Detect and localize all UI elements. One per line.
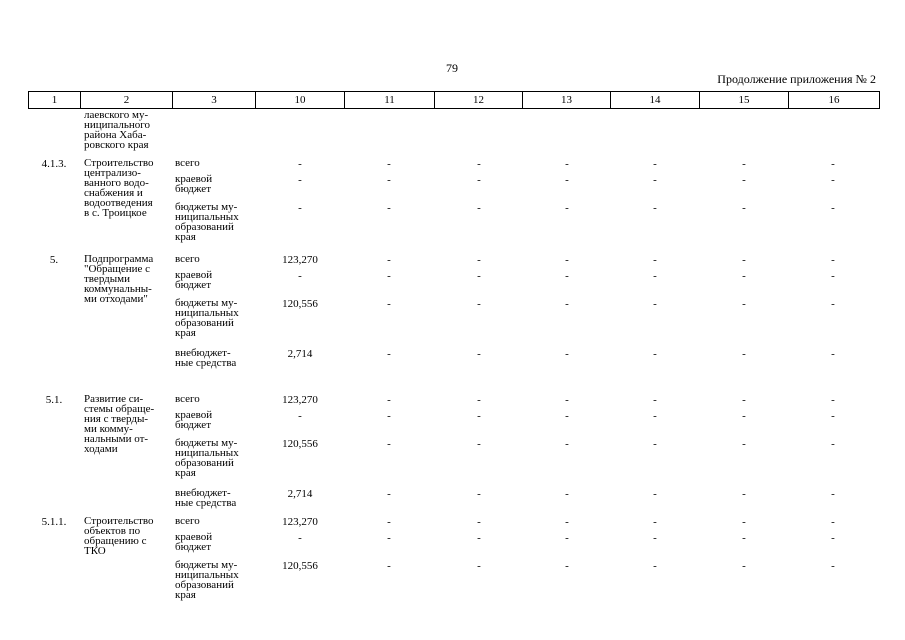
column-header: 2 [81,92,173,109]
value-cell: 123,270 [282,516,318,528]
source-line: всего [175,253,200,265]
name-line: ния с тверды- [84,413,149,425]
source-line: бюджеты му- [175,297,238,309]
source-line: бюджет [175,541,211,553]
source-line: всего [175,515,200,527]
column-header: 10 [256,92,345,109]
value-cell: 2,714 [287,348,313,360]
value-cell: 2,714 [287,488,313,500]
name-line: ми отходами" [84,293,148,305]
source-line: всего [175,393,200,405]
name-line: лаевского му- [84,109,149,121]
name-line: твердыми [84,273,131,285]
source-line: краевой [175,409,213,421]
value-cell: - [742,158,746,170]
value-cell: - [477,394,481,406]
value-cell: - [653,174,657,186]
value-cell: - [831,488,835,500]
value-cell: - [387,394,391,406]
value-cell: - [387,158,391,170]
funding-source [175,532,255,552]
value-cell: - [477,560,481,572]
column-header: 13 [523,92,611,109]
row-number: 5. [49,254,59,266]
value-cell: - [387,560,391,572]
row-name [84,110,172,150]
value-cell: - [742,532,746,544]
source-line: края [175,589,196,601]
value-cell: - [831,202,835,214]
column-header: 11 [345,92,435,109]
value-cell: - [831,438,835,450]
value-cell: - [565,158,569,170]
name-line: ми комму- [84,423,133,435]
value-cell: - [298,174,302,186]
value-cell: - [831,394,835,406]
value-cell: - [742,202,746,214]
value-cell: - [387,410,391,422]
source-line: образований [175,317,234,329]
value-cell: - [831,174,835,186]
value-cell: - [653,202,657,214]
value-cell: - [653,270,657,282]
value-cell: - [831,532,835,544]
value-cell: - [653,438,657,450]
value-cell: - [742,560,746,572]
name-line: объектов по [84,525,141,537]
source-line: бюджет [175,279,211,291]
value-cell: - [565,348,569,360]
name-line: ванного водо- [84,177,149,189]
name-line: Строительство [84,157,154,169]
source-line: внебюджет- [175,487,231,499]
source-line: края [175,467,196,479]
source-line: бюджет [175,183,211,195]
value-cell: - [477,438,481,450]
value-cell: - [298,410,302,422]
value-cell: - [387,270,391,282]
value-cell: - [477,516,481,528]
source-line: краевой [175,531,213,543]
value-cell: - [565,270,569,282]
value-cell: - [653,516,657,528]
name-line: "Обращение с [84,263,151,275]
source-line: бюджет [175,419,211,431]
column-header: 1 [29,92,81,109]
funding-source [175,174,255,194]
source-line: образований [175,221,234,233]
name-line: ТКО [84,545,106,557]
value-cell: - [742,254,746,266]
value-cell: - [742,298,746,310]
value-cell: - [477,348,481,360]
row-number: 5.1.1. [41,516,67,528]
name-line: коммунальны- [84,283,152,295]
source-line: края [175,327,196,339]
value-cell: - [742,270,746,282]
source-line: краевой [175,269,213,281]
name-line: Строительство [84,515,154,527]
name-line: Подпрограмма [84,253,154,265]
name-line: стемы обраще- [84,403,155,415]
source-line: внебюджет- [175,347,231,359]
name-line: района Хаба- [84,129,147,141]
source-line: всего [175,157,200,169]
value-cell: - [477,174,481,186]
value-cell: - [742,488,746,500]
name-line: обращению с [84,535,147,547]
name-line: нальными от- [84,433,149,445]
value-cell: - [653,158,657,170]
value-cell: 123,270 [282,254,318,266]
source-line: ниципальных [175,447,239,459]
funding-source [175,394,255,404]
column-header: 14 [611,92,700,109]
value-cell: - [565,254,569,266]
value-cell: - [653,254,657,266]
source-line: ниципальных [175,307,239,319]
value-cell: - [742,348,746,360]
value-cell: - [298,270,302,282]
name-line: ходами [84,443,118,455]
row-name [84,516,172,556]
value-cell: - [831,410,835,422]
funding-source [175,298,255,338]
source-line: бюджеты му- [175,201,238,213]
value-cell: - [387,174,391,186]
value-cell: - [831,298,835,310]
value-cell: - [653,348,657,360]
value-cell: - [565,438,569,450]
source-line: ные средства [175,357,237,369]
source-line: бюджеты му- [175,437,238,449]
value-cell: - [387,516,391,528]
name-line: водоотведения [84,197,153,209]
value-cell: - [387,438,391,450]
value-cell: - [653,560,657,572]
value-cell: - [477,488,481,500]
name-line: в с. Троицкое [84,207,147,219]
column-header-table [28,91,880,109]
value-cell: - [831,270,835,282]
source-line: образований [175,579,234,591]
value-cell: - [742,394,746,406]
row-number: 5.1. [45,394,63,406]
funding-source [175,438,255,478]
name-line: ровского края [84,139,149,151]
value-cell: - [298,158,302,170]
value-cell: - [387,488,391,500]
funding-source [175,270,255,290]
value-cell: 120,556 [282,560,318,572]
value-cell: - [565,516,569,528]
value-cell: - [742,516,746,528]
value-cell: - [387,532,391,544]
name-line: Развитие си- [84,393,144,405]
name-line: централизо- [84,167,141,179]
value-cell: - [831,158,835,170]
value-cell: - [387,254,391,266]
page-number: 79 [446,61,458,75]
row-number: 4.1.3. [41,158,67,170]
row-name [84,158,172,218]
value-cell: - [653,410,657,422]
value-cell: - [477,298,481,310]
value-cell: - [565,560,569,572]
source-line: ные средства [175,497,237,509]
value-cell: - [653,532,657,544]
funding-source [175,254,255,264]
value-cell: - [565,410,569,422]
value-cell: - [565,174,569,186]
value-cell: - [565,202,569,214]
value-cell: - [742,174,746,186]
value-cell: - [742,438,746,450]
value-cell: - [298,202,302,214]
value-cell: - [565,394,569,406]
value-cell: - [831,254,835,266]
source-line: бюджеты му- [175,559,238,571]
name-line: ниципального [84,119,151,131]
value-cell: - [477,158,481,170]
value-cell: - [831,348,835,360]
value-cell: - [653,488,657,500]
funding-source [175,560,255,600]
row-name [84,254,172,304]
column-header: 3 [173,92,256,109]
name-line: снабжения и [84,187,143,199]
funding-source [175,516,255,526]
value-cell: 123,270 [282,394,318,406]
value-cell: - [653,394,657,406]
funding-source [175,410,255,430]
value-cell: - [477,254,481,266]
value-cell: - [387,202,391,214]
column-header: 15 [700,92,789,109]
continuation-caption: Продолжение приложения № 2 [717,72,876,86]
value-cell: - [477,410,481,422]
value-cell: - [477,532,481,544]
value-cell: - [565,298,569,310]
funding-source [175,488,255,508]
value-cell: - [298,532,302,544]
funding-source [175,202,255,242]
value-cell: - [387,298,391,310]
row-name [84,394,172,454]
source-line: образований [175,457,234,469]
column-header: 16 [789,92,880,109]
source-line: края [175,231,196,243]
value-cell: - [831,560,835,572]
value-cell: - [477,270,481,282]
funding-source [175,348,255,368]
column-header: 12 [435,92,523,109]
source-line: краевой [175,173,213,185]
value-cell: - [831,516,835,528]
value-cell: - [387,348,391,360]
value-cell: 120,556 [282,298,318,310]
value-cell: - [565,488,569,500]
value-cell: - [477,202,481,214]
source-line: ниципальных [175,211,239,223]
value-cell: - [742,410,746,422]
value-cell: - [565,532,569,544]
value-cell: - [653,298,657,310]
funding-source [175,158,255,168]
source-line: ниципальных [175,569,239,581]
value-cell: 120,556 [282,438,318,450]
